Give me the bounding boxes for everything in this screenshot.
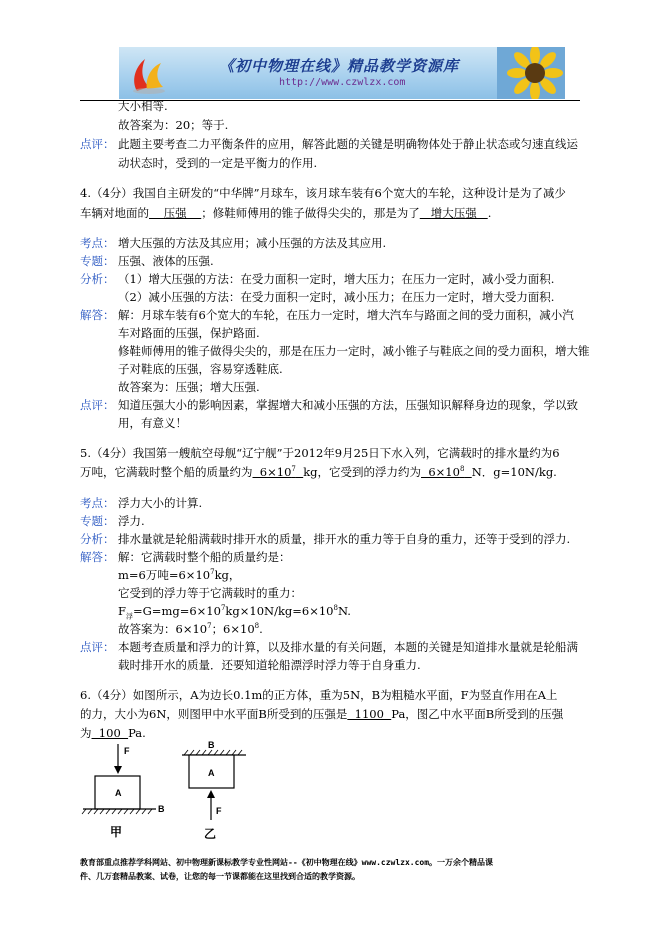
footer-line1: 教育部重点推荐学科网站、初中物理新课标教学专业性网站--《初中物理在线》www.czwlzx.com。一万余个精品课 (80, 858, 494, 867)
q4-fenxi-label: 分析： (80, 272, 115, 286)
q4-kaodian-label: 考点： (80, 236, 115, 250)
q4-dianping-label: 点评： (80, 398, 115, 412)
q5-fenxi: 排水量就是轮船满载时排开水的质量，排开水的重力等于自身的重力，还等于受到的浮力. (118, 532, 571, 546)
q4-dianping2: 用，有意义！ (118, 416, 187, 430)
q5-zhuanti-label: 专题： (80, 514, 115, 528)
q4-line2: 车辆对地面的 压强 ；修鞋师傅用的锥子做得尖尖的，那是为了 增大压强 . (80, 206, 492, 220)
q6-line3: 为 100 Pa. (80, 726, 146, 740)
q4-zhuanti: 压强、液体的压强. (118, 254, 214, 268)
q6-line1: 6.（4分）如图所示，A为边长0.1m的正方体，重为5N，B为粗糙水平面，F为竖直作用在A上 (80, 688, 558, 702)
surface-label-yi: B (208, 740, 215, 750)
q5-fenxi-label: 分析： (80, 532, 115, 546)
q4-fenxi2: （2）减小压强的方法：在受力面积一定时，减小压力；在压力一定时，增大受力面积. (118, 290, 555, 304)
q5-answer-blank1: $6\times 10^7$ (252, 465, 296, 479)
q4-jieda5: 故答案为：压强；增大压强. (118, 380, 260, 394)
q5-line2: 万吨，它满载时整个船的质量约为 $6\times 10^7$ kg，它受到的浮力约为 $6\times 10^8$ N．g=10N/kg. (80, 465, 557, 479)
q4-jieda1: 解：月球车装有6个宽大的车轮，在压力一定时，增大汽车与路面之间的受力面积，减小汽 (118, 308, 574, 322)
q4-answer-blank2: 增大压强 (419, 206, 488, 220)
q4-jieda3: 修鞋师傅用的锥子做得尖尖的，那是在压力一定时，减小锥子与鞋底之间的受力面积，增大锥 (118, 344, 590, 358)
block-label-yi: A (208, 768, 215, 778)
q4-jieda-label: 解答： (80, 308, 115, 322)
q5-dianping2: 载时排开水的质量．还要知道轮船漂浮时浮力等于自身重力. (118, 658, 421, 672)
q5-answer-blank2: $6\times 10^8$ (421, 465, 465, 479)
caption-yi: 乙 (204, 827, 217, 841)
q5-jieda5: 故答案为：$6\times 10^7$；$6\times 10^8$. (118, 622, 263, 636)
q5-dianping-label: 点评： (80, 640, 115, 654)
force-label-jia: F (124, 746, 130, 756)
q5-zhuanti: 浮力. (118, 514, 145, 528)
comment-line2: 动状态时，受到的一定是平衡力的作用. (118, 156, 318, 170)
q5-jieda4: $F_浮=G=mg=6\times 10^7kg\times 10N/kg=6\times 10^8N$. (118, 604, 351, 621)
banner-title: 《初中物理在线》精品教学资源库 (219, 57, 460, 75)
surface-hatch-yi (184, 750, 242, 755)
q5-dianping1: 本题考查质量和浮力的计算，以及排水量的有关问题，本题的关键是知道排水量就是轮船满 (118, 640, 578, 654)
q5-jieda1: 解：它满载时整个船的质量约是： (118, 550, 291, 564)
figure-jia (78, 742, 178, 842)
figure-yi (178, 738, 258, 842)
q4-line1: 4.（4分）我国自主研发的“中华牌”月球车，该月球车装有6个宽大的车轮，这种设计是为了减少 (80, 186, 566, 200)
comment-line1: 此题主要考查二力平衡条件的应用，解答此题的关键是明确物体处于静止状态或匀速直线运 (118, 137, 578, 151)
q5-line1: 5.（4分）我国第一艘航空母舰“辽宁舰”于2012年9月25日下水入列，它满载时的排水量约为6 (80, 446, 560, 460)
surface-label-jia: B (158, 804, 165, 814)
q4-jieda4: 子对鞋底的压强，容易穿透鞋底. (118, 362, 283, 376)
top-line1: 大小相等. (118, 99, 168, 113)
q6-line2: 的力，大小为6N，则图甲中水平面B所受到的压强是 1100 Pa，图乙中水平面B所受到的压强 (80, 707, 564, 721)
footer-line2: 件、几万套精品教案、试卷，让您的每一节课都能在这里找到合适的教学资源。 (80, 872, 360, 881)
q5-jieda3: 它受到的浮力等于它满载时的重力： (118, 586, 302, 600)
block-label-jia: A (115, 788, 122, 798)
arrow-head-jia-icon (114, 766, 122, 774)
page-footer (80, 856, 493, 884)
q4-fenxi1: （1）增大压强的方法：在受力面积一定时，增大压力；在压力一定时，减小受力面积. (118, 272, 555, 286)
q4-jieda2: 车对路面的压强，保护路面. (118, 326, 260, 340)
q4-answer-blank1: 压强 (149, 206, 202, 220)
header-banner (119, 47, 565, 99)
q5-kaodian: 浮力大小的计算. (118, 496, 203, 510)
sunflower-icon (497, 47, 565, 99)
site-logo-icon (129, 53, 169, 95)
q5-jieda2: m=6万吨$=6\times 10^7kg$， (118, 568, 241, 582)
q4-kaodian: 增大压强的方法及其应用；减小压强的方法及其应用. (118, 236, 387, 250)
banner-url[interactable]: http://www.czwlzx.com (279, 77, 406, 88)
top-line2: 故答案为：20；等于. (118, 118, 229, 132)
force-label-yi: F (216, 806, 222, 816)
q4-dianping1: 知道压强大小的影响因素，掌握增大和减小压强的方法，压强知识解释身边的现象，学以致 (118, 398, 578, 412)
comment-label: 点评： (80, 137, 115, 151)
q6-answer-blank2: 100 (91, 726, 129, 740)
q5-kaodian-label: 考点： (80, 496, 115, 510)
q5-jieda-label: 解答： (80, 550, 115, 564)
q6-answer-blank1: 1100 (347, 707, 392, 721)
q4-zhuanti-label: 专题： (80, 254, 115, 268)
caption-jia: 甲 (110, 825, 123, 839)
surface-hatch-jia (82, 809, 152, 814)
